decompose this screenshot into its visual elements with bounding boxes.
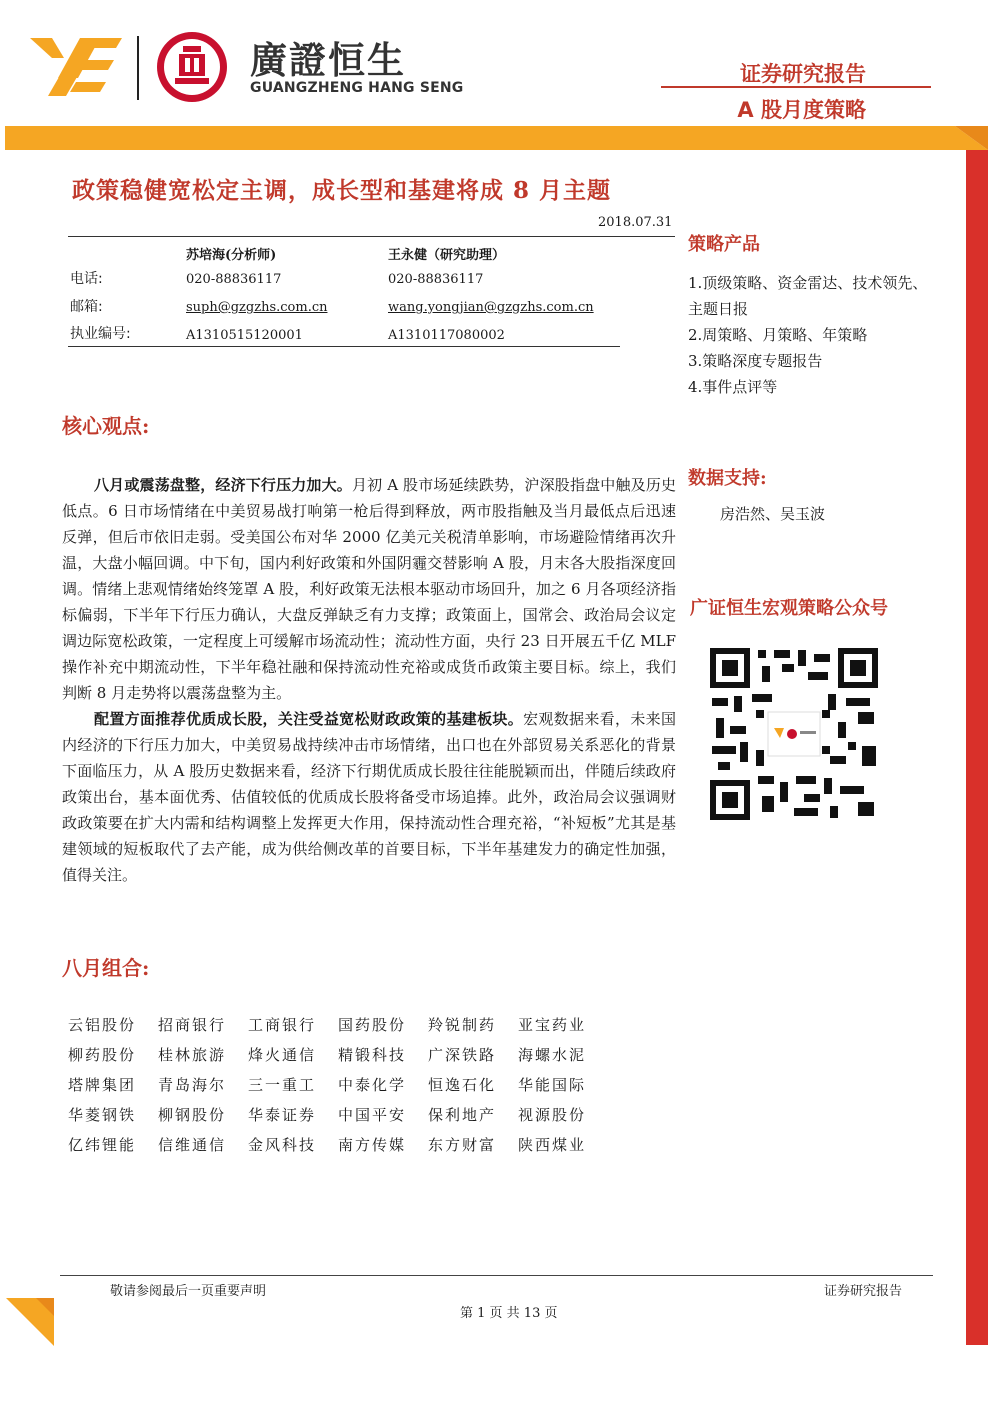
author-cert: A1310515120001	[186, 328, 303, 343]
qr-code-icon[interactable]	[708, 646, 880, 822]
products-list	[688, 270, 958, 400]
portfolio-stock: 三一重工	[248, 1076, 317, 1094]
corner-triangle-icon	[6, 1298, 54, 1346]
portfolio-stock: 柳药股份	[68, 1046, 137, 1064]
logo-divider	[137, 36, 139, 100]
portfolio-stock: 中泰化学	[338, 1076, 407, 1094]
page-title: 政策稳健宽松定主调，成长型和基建将成 8 月主题	[72, 177, 612, 204]
portfolio-stock: 信维通信	[158, 1136, 227, 1154]
footer-report-label: 证券研究报告	[824, 1284, 903, 1299]
email-label: 邮箱:	[70, 299, 103, 315]
portfolio-stock: 东方财富	[428, 1136, 497, 1154]
cert-label: 执业编号:	[70, 326, 131, 342]
portfolio-stock: 华能国际	[518, 1076, 587, 1094]
ye-logo-icon	[30, 38, 122, 96]
products-heading: 策略产品	[688, 234, 760, 255]
portfolio-stock: 桂林旅游	[158, 1046, 227, 1064]
portfolio-stock: 华菱钢铁	[68, 1106, 137, 1124]
brand-name-en: GUANGZHENG HANG SENG	[250, 80, 464, 96]
portfolio-stock: 国药股份	[338, 1016, 407, 1034]
author-phone: 020-88836117	[186, 272, 282, 287]
author-email-link[interactable]: suph@gzgzhs.com.cn	[186, 300, 328, 315]
paragraph	[62, 472, 676, 706]
portfolio-stock: 南方传媒	[338, 1136, 407, 1154]
authors-rule	[68, 346, 620, 347]
title-rule	[68, 236, 675, 237]
portfolio-stock: 精锻科技	[338, 1046, 407, 1064]
core-view-body	[62, 472, 676, 888]
portfolio-stock: 青岛海尔	[158, 1076, 227, 1094]
right-accent-bar	[966, 150, 988, 1345]
portfolio-stock: 海螺水泥	[518, 1046, 587, 1064]
portfolio-stock: 羚锐制药	[428, 1016, 497, 1034]
portfolio-stock: 云铝股份	[68, 1016, 137, 1034]
paragraph-text: 月初 A 股市场延续跌势，沪深股指盘中触及历史低点。6 日市场情绪在中美贸易战打响第一枪后得到释放，两市股指触及当月最低点后迅速反弹，但后市依旧走弱。受美国公布对华 2000 亿美元关税清单影响，市场避险情绪再次升温，大盘小幅回调。中下旬，国内利好政策和外国阴霾交替影响 A 股，月末各大股指深度回调。情绪上悲观情绪始终笼罩 A 股，利好政策无法根本驱动市场回升，加之 6 月各项经济指标偏弱，下半年下行压力确认，大盘反弹缺乏有力支撑；政策面上，国常会、政治局会议定调边际宽松政策，一定程度上可缓解市场流动性；流动性方面，央行 23 日开展五千亿 MLF 操作补充中期流动性，下半年稳社融和保持流动性充裕或成货币政策主要目标。综上，我们判断 8 月走势将以震荡盘整为主。	[62, 476, 676, 702]
report-subtype: A 股月度策略	[737, 98, 866, 122]
portfolio-stock: 工商银行	[248, 1016, 317, 1034]
portfolio-stock: 亚宝药业	[518, 1016, 587, 1034]
portfolio-stock: 亿纬锂能	[68, 1136, 137, 1154]
list-item: 主题日报	[688, 300, 749, 318]
author-cert: A1310117080002	[388, 328, 505, 343]
list-item: 2.周策略、月策略、年策略	[688, 326, 868, 344]
portfolio-stock: 保利地产	[428, 1106, 497, 1124]
portfolio-heading: 八月组合:	[62, 956, 150, 980]
paragraph	[62, 706, 676, 888]
paragraph-text: 宏观数据来看，未来国内经济的下行压力加大，中美贸易战持续冲击市场情绪，出口也在外部贸易关系恶化的背景下面临压力，从 A 股历史数据来看，经济下行期优质成长股往往能脱颖而出，伴随后续政府政策出台，基本面优秀、估值较低的优质成长股将备受市场追捧。此外，政治局会议强调财政政策要在扩大内需和结构调整上发挥更大作用，保持流动性合理充裕，“补短板”尤其是基建领域的短板取代了去产能，成为供给侧改革的首要目标，下半年基建发力的确定性加强，值得关注。	[62, 710, 676, 884]
author-phone: 020-88836117	[388, 272, 484, 287]
data-support-names: 房浩然、吴玉波	[720, 505, 826, 523]
core-view-heading: 核心观点:	[62, 414, 150, 438]
page-number: 第 1 页 共 13 页	[460, 1306, 558, 1321]
portfolio-stock: 广深铁路	[428, 1046, 497, 1064]
portfolio-stock: 陕西煤业	[518, 1136, 587, 1154]
wechat-heading: 广证恒生宏观策略公众号	[690, 598, 888, 619]
brand-name-cn: 廣證恒生	[250, 39, 406, 82]
footer-rule	[60, 1275, 933, 1276]
author-email-link[interactable]: wang.yongjian@gzgzhs.com.cn	[388, 300, 594, 315]
data-support-heading: 数据支持:	[688, 468, 767, 489]
portfolio-stock: 柳钢股份	[158, 1106, 227, 1124]
portfolio-stock: 中国平安	[338, 1106, 407, 1124]
header-band	[5, 126, 988, 150]
paragraph-lead: 配置方面推荐优质成长股，关注受益宽松财政政策的基建板块。	[94, 710, 524, 728]
list-item: 1.顶级策略、资金雷达、技术领先、	[688, 274, 928, 292]
portfolio-stock: 金风科技	[248, 1136, 317, 1154]
portfolio-stock: 塔牌集团	[68, 1076, 137, 1094]
paragraph-lead: 八月或震荡盘整，经济下行压力加大。	[94, 476, 352, 494]
list-item: 4.事件点评等	[688, 378, 778, 396]
report-date: 2018.07.31	[598, 215, 673, 230]
author-name: 苏培海(分析师)	[186, 248, 277, 263]
report-type: 证券研究报告	[740, 62, 866, 86]
list-item: 3.策略深度专题报告	[688, 352, 823, 370]
portfolio-stock: 招商银行	[158, 1016, 227, 1034]
portfolio-stock: 烽火通信	[248, 1046, 317, 1064]
footer-disclaimer: 敬请参阅最后一页重要声明	[110, 1284, 267, 1299]
portfolio-stock: 恒逸石化	[428, 1076, 497, 1094]
hang-seng-seal-icon	[155, 30, 229, 104]
phone-label: 电话:	[70, 271, 103, 287]
author-name: 王永健（研究助理）	[388, 248, 506, 263]
portfolio-stock: 视源股份	[518, 1106, 587, 1124]
header-rule	[661, 86, 931, 88]
portfolio-grid	[68, 1015, 608, 1155]
portfolio-stock: 华泰证券	[248, 1106, 317, 1124]
